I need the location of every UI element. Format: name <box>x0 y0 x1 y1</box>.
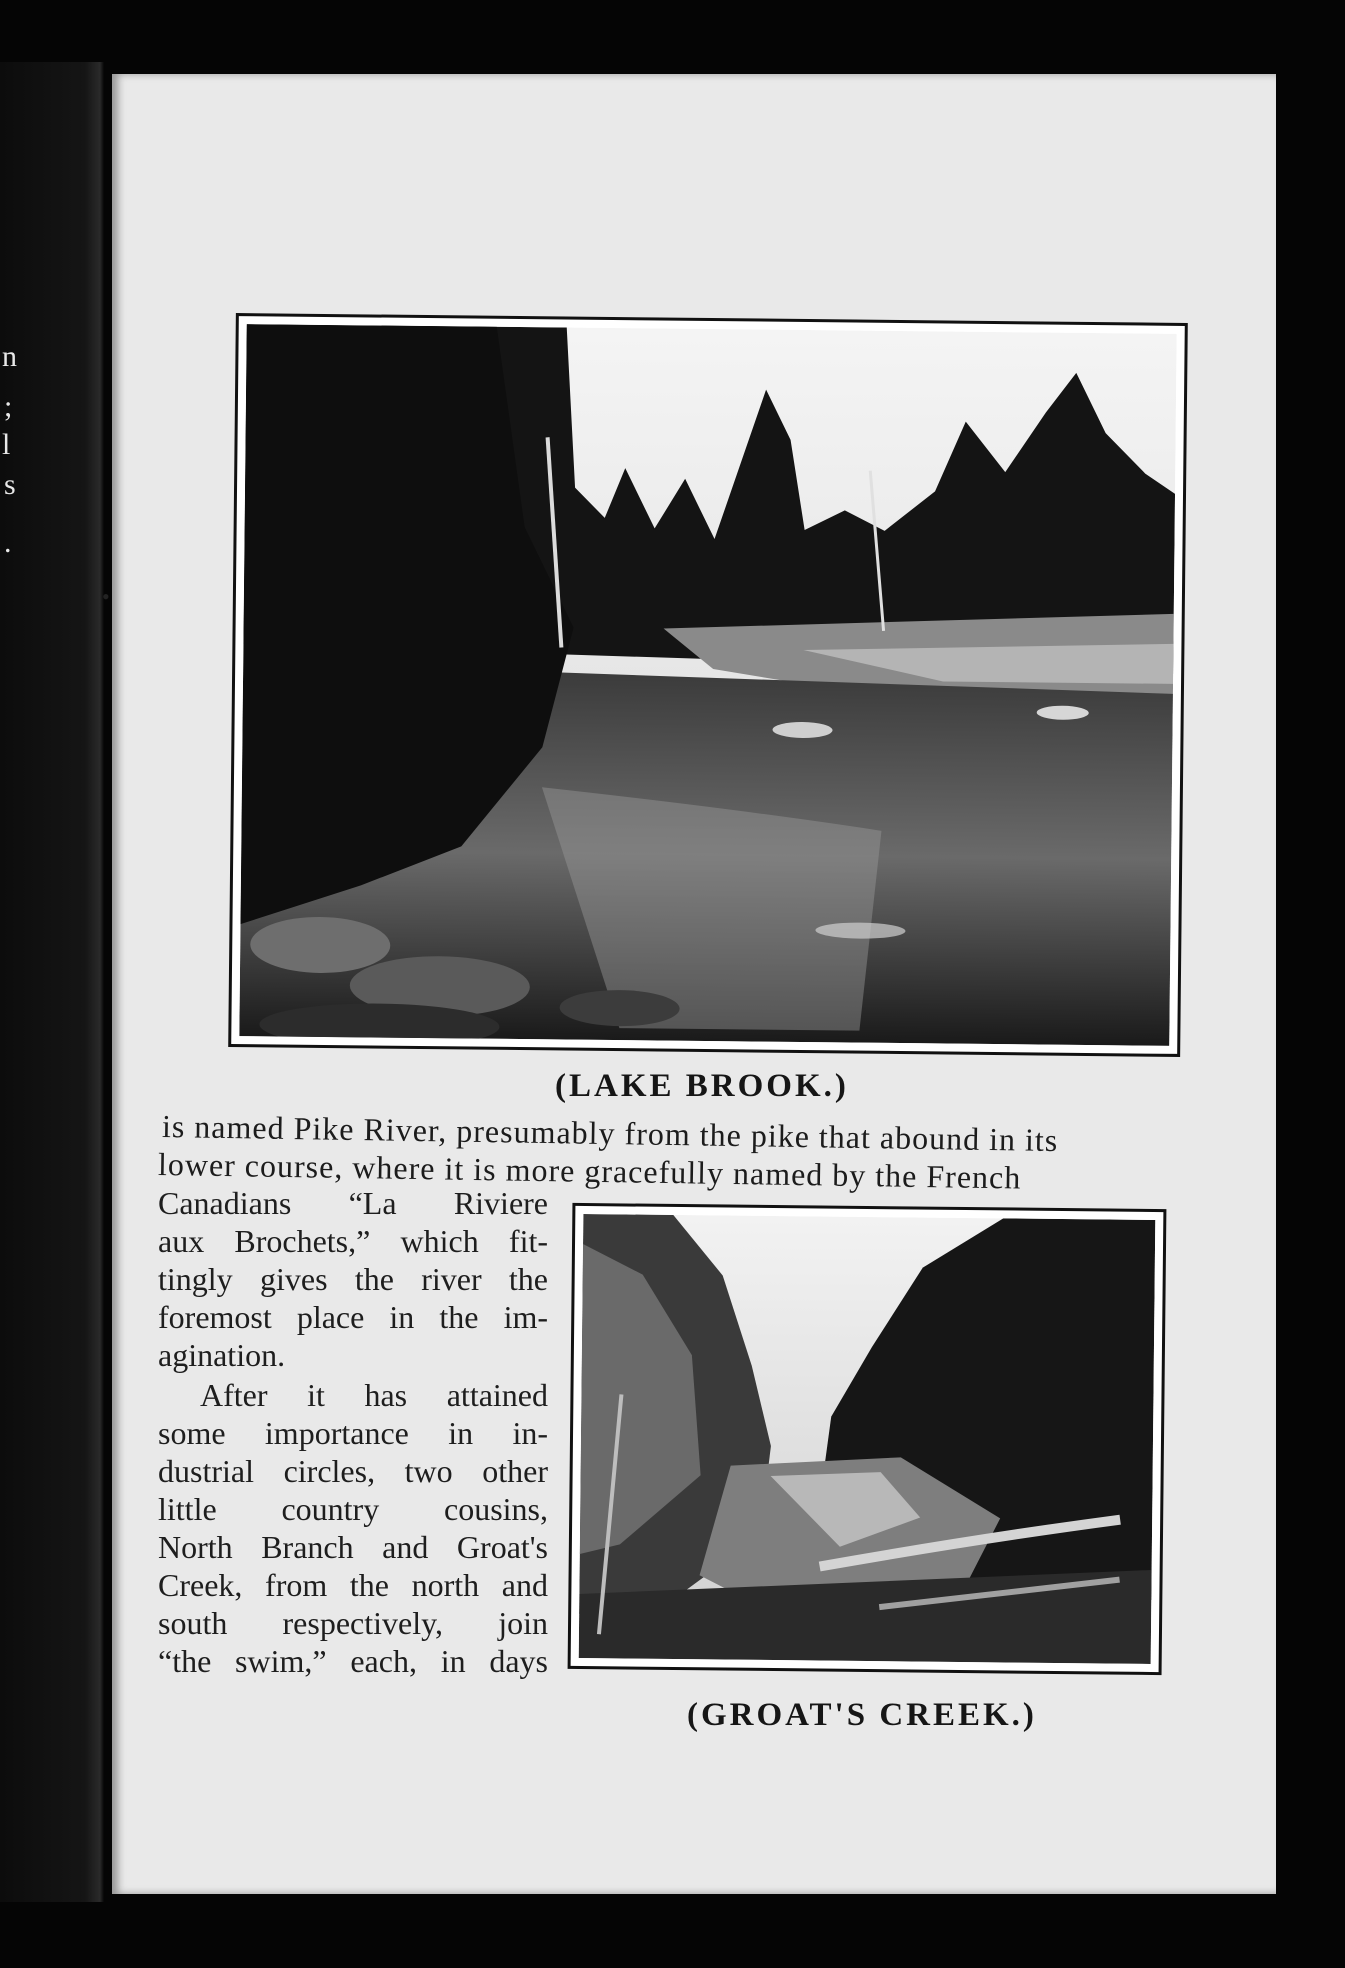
lake-brook-image <box>239 324 1176 1046</box>
left-page-fragment: s <box>4 468 16 501</box>
left-page-fragment: ; <box>4 390 13 423</box>
left-page-fragment: l <box>2 428 11 461</box>
column-line: little country cousins, <box>158 1491 548 1527</box>
groats-creek-caption: (GROAT'S CREEK.) <box>687 1697 1037 1733</box>
column-line: dustrial circles, two other <box>158 1453 548 1489</box>
text-line: is named Pike River, presumably from the pike that abound in its <box>161 1108 1059 1159</box>
left-page-fragment: . <box>4 526 12 559</box>
groats-creek-photo <box>568 1203 1167 1675</box>
left-page-edge <box>0 62 104 1902</box>
column-line: After it has attained <box>200 1377 548 1413</box>
groats-creek-image <box>579 1214 1156 1664</box>
column-line: foremost place in the im- <box>158 1299 548 1335</box>
column-line: Canadians “La Riviere <box>158 1185 548 1221</box>
column-line: tingly gives the river the <box>158 1261 548 1297</box>
column-line: south respectively, join <box>158 1605 548 1641</box>
book-page <box>102 74 1276 1894</box>
lake-brook-caption: (LAKE BROOK.) <box>555 1068 849 1104</box>
column-line: “the swim,” each, in days <box>158 1643 548 1679</box>
page-mark: • <box>102 584 110 609</box>
left-page-fragment: n <box>2 340 17 373</box>
column-line: North Branch and Groat's <box>158 1529 548 1565</box>
column-line: Creek, from the north and <box>158 1567 548 1603</box>
column-line: aux Brochets,” which fit- <box>158 1223 548 1259</box>
column-paragraph-1 <box>158 1184 548 1374</box>
text-line: lower course, where it is more gracefully named by the French <box>157 1146 1022 1196</box>
lake-brook-photo <box>228 313 1188 1057</box>
column-line: agination. <box>158 1337 286 1373</box>
column-line: some importance in in- <box>158 1415 548 1451</box>
column-paragraph-2 <box>158 1376 548 1680</box>
